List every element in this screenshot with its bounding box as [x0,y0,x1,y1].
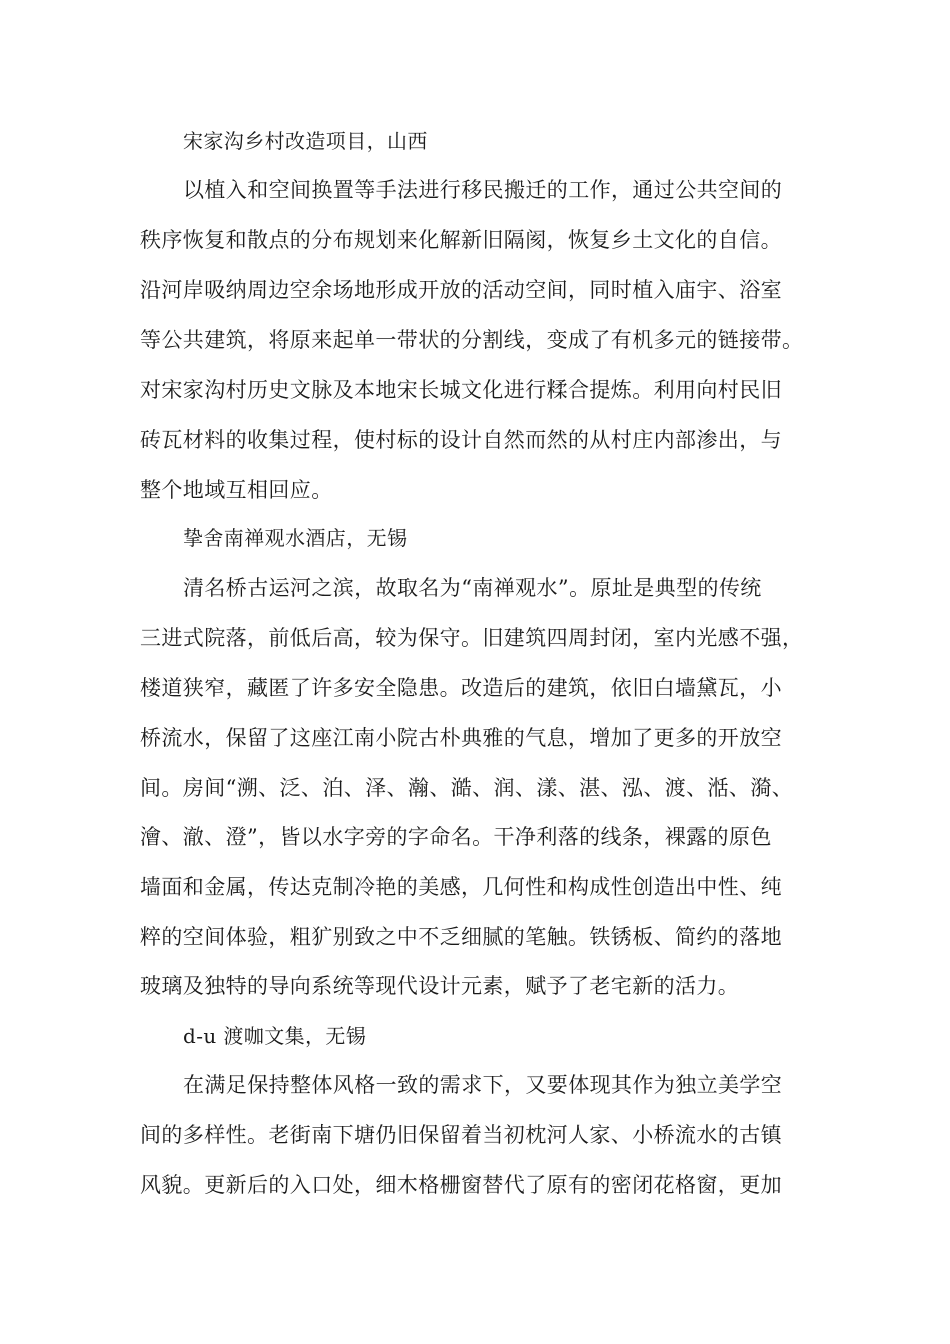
paragraph-line: 在满足保持整体风格一致的需求下，又要体现其作为独立美学空 [183,1073,783,1097]
paragraph-line: 秩序恢复和散点的分布规划来化解新旧隔阂，恢复乡土文化的自信。 [140,228,782,252]
paragraph-line: 沿河岸吸纳周边空余场地形成开放的活动空间，同时植入庙宇、浴室 [140,278,782,302]
paragraph-line: 桥流水，保留了这座江南小院古朴典雅的气息，增加了更多的开放空 [140,726,782,750]
paragraph-line: 三进式院落，前低后高，较为保守。旧建筑四周封闭，室内光感不强， [140,626,804,650]
paragraph-line: 以植入和空间换置等手法进行移民搬迁的工作，通过公共空间的 [183,178,783,202]
paragraph-line: 间。房间“溯、泛、泊、泽、瀚、澔、润、漾、湛、泓、渡、湉、漪、 [140,776,794,800]
paragraph-line: 整个地域互相回应。 [140,478,333,502]
section-title-du-cafe: d-u 渡咖文集，无锡 [183,1024,367,1048]
paragraph-line: 粹的空间体验，粗犷别致之中不乏细腻的笔触。铁锈板、简约的落地 [140,925,782,949]
paragraph-line: 砖瓦材料的收集过程，使村标的设计自然而然的从村庄内部渗出，与 [140,428,782,452]
paragraph-line: 墙面和金属，传达克制冷艳的美感，几何性和构成性创造出中性、纯 [140,875,782,899]
paragraph-line: 清名桥古运河之滨，故取名为“南禅观水”。原址是典型的传统 [183,576,762,600]
paragraph-line: 玻璃及独特的导向系统等现代设计元素，赋予了老宅新的活力。 [140,974,740,998]
section-title-nanchan-hotel: 挚舍南禅观水酒店，无锡 [183,526,408,550]
section-title-songjiagou: 宋家沟乡村改造项目，山西 [183,129,428,153]
paragraph-line: 楼道狭窄，藏匿了许多安全隐患。改造后的建筑，依旧白墙黛瓦，小 [140,676,782,700]
paragraph-line: 等公共建筑，将原来起单一带状的分割线，变成了有机多元的链接带。 [140,328,804,352]
paragraph-line: 风貌。更新后的入口处，细木格栅窗替代了原有的密闭花格窗，更加 [140,1173,782,1197]
paragraph-line: 对宋家沟村历史文脉及本地宋长城文化进行糅合提炼。利用向村民旧 [140,378,782,402]
paragraph-line: 间的多样性。老街南下塘仍旧保留着当初枕河人家、小桥流水的古镇 [140,1123,782,1147]
paragraph-line: 澮、澈、澄”，皆以水字旁的字命名。干净利落的线条，裸露的原色 [140,825,772,849]
